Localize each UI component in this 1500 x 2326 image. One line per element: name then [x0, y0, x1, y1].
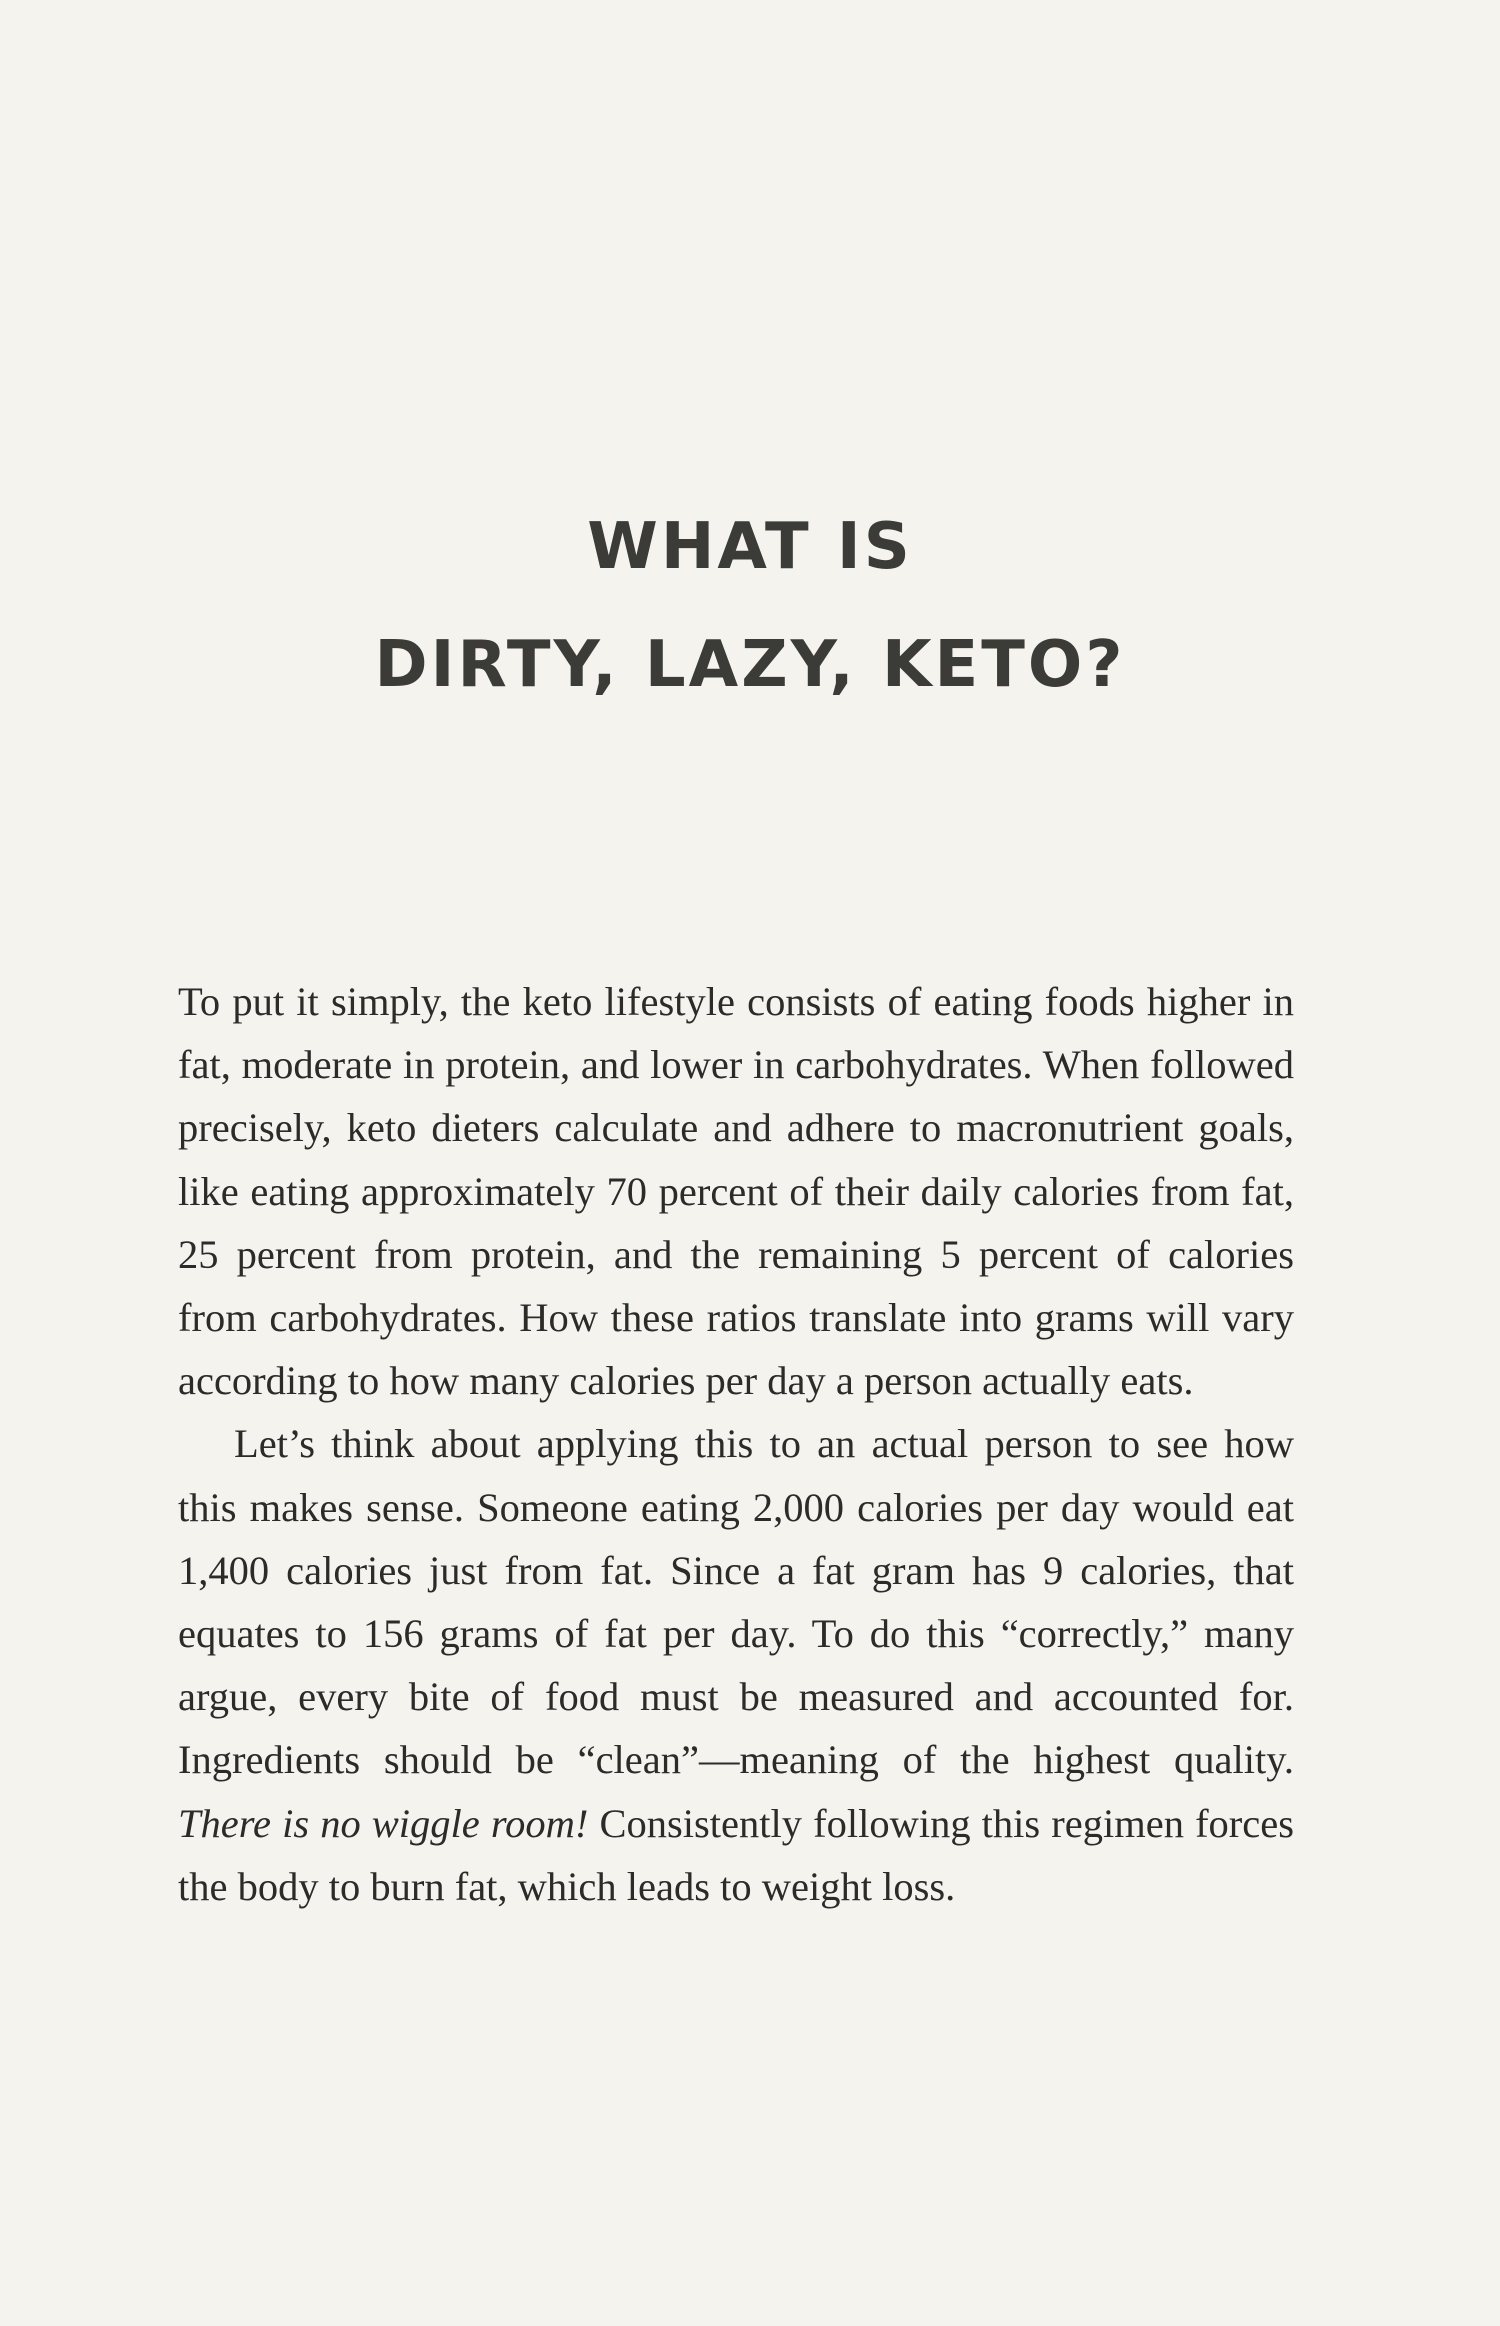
chapter-title [0, 488, 1500, 724]
paragraph-1: To put it simply, the keto lifestyle consists of eating foods higher in fat, moderate in protein, and lower in carbohydrates. When followed precisely, keto dieters calculate and adhere to macronutrient goals, like eating approximately 70 percent of their daily calories from fat, 25 percent from protein, and the remaining 5 percent of calories from carbohydrates. How these ratios translate into grams will vary according to how many calories per day a person actually eats. [178, 979, 1294, 1404]
paragraph-2-end: Consistently following this regimen forces the body to burn fat, which leads to weight loss. [178, 1800, 1295, 1909]
chapter-title-line-2: DIRTY, LAZY, KETO? [374, 628, 1126, 702]
body-text [178, 970, 1294, 1918]
paragraph-2-start: Let’s think about applying this to an actual person to see how this makes sense. Someone eating 2,000 calories per day would eat 1,400 calories just from fat. Since a fat gram has 9 calories, that equates to 156 grams of fat per day. To do this “correctly,” many argue, every bite of food must be measured and accounted for. Ingredients should be “clean”—meaning of the highest quality. [178, 1421, 1294, 1783]
paragraph-2 [178, 1412, 1294, 1918]
chapter-title-line-1: WHAT IS [587, 510, 913, 584]
paragraph-2-emphasis: There is no wiggle room! [178, 1800, 589, 1846]
